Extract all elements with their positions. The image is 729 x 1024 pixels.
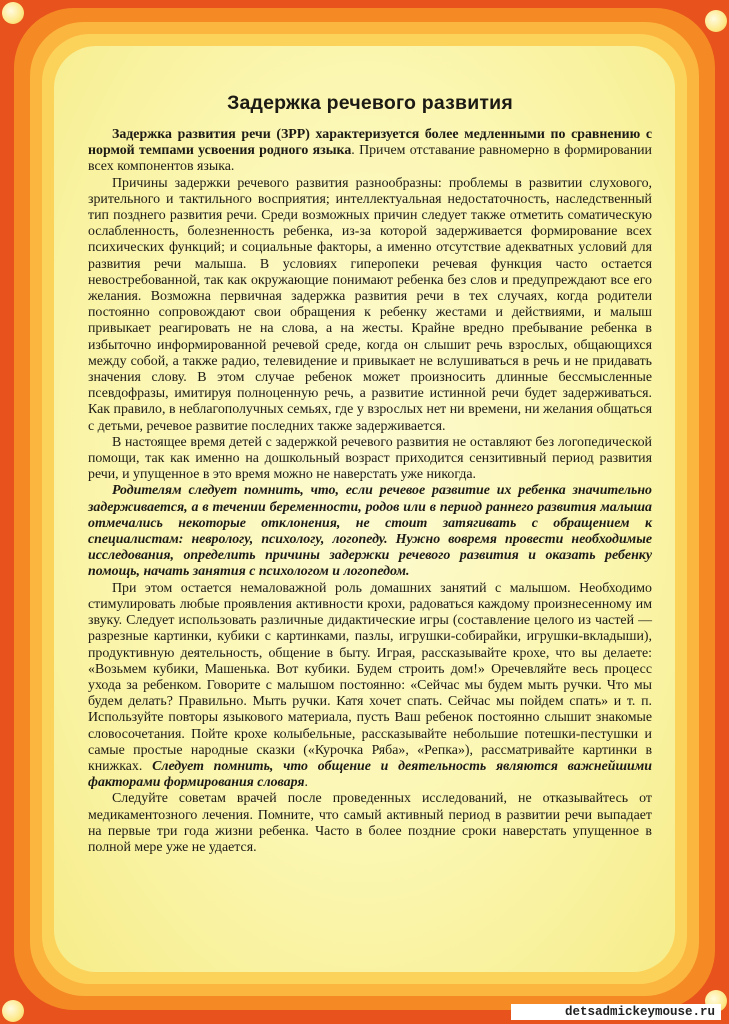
home-activities-text: При этом остается немаловажной роль домашних занятий с малышом. Необходимо стимулировать любые проявления активности крохи, радоваться каждому произнесенному им звуку. Следует использовать различные дидактические игры (составление целого из частей — разрезные картинки, кубики с картинками, пазлы, игрушки-собирайки, игрушки-вкладыши), продуктивную деятельность, общение в быту. Играя, рассказывайте крохе, что вы делаете: «Возьмем кубики, Машенька. Вот кубики. Будем строить дом!» Оречевляйте весь процесс ухода за ребенком. Говорите с малышом постоянно: «Сейчас мы будем мыть ручки. Что мы будем делать? Правильно. Мыть ручки. Катя хочет спать. Сейчас мы пойдем спать» и т. п. Используйте повторы языкового материала, пусть Ваш ребенок постоянно слышит знакомые словосочетания. Пойте крохе колыбельные, рассказывайте небольшие потешки-пестушки и самые простые народные сказки («Курочка Ряба», «Репка»), рассматривайте картинки в книжках.	[88, 580, 652, 774]
intro-rest: . Причем отставание равномерно в формировании всех компонентов языка.	[88, 143, 652, 175]
paragraph-help: В настоящее время детей с задержкой речевого развития не оставляют без логопедической помощи, так как именно на дошкольный возраст приходится сензитивный период развития речи, и упущенное в это время можно не наверстать уже никогда.	[88, 434, 652, 483]
site-watermark: detsadmickeymouse.ru	[511, 1004, 721, 1020]
corner-dot-top-left	[2, 2, 24, 24]
corner-dot-bottom-left	[2, 1000, 24, 1022]
home-activities-end: .	[304, 775, 309, 791]
article	[88, 92, 652, 962]
corner-dot-top-right	[705, 10, 727, 32]
intro-bold: Задержка развития речи (ЗРР) характеризуется более медленными по сравнению с нормой темпами усвоения родного языка	[88, 127, 652, 159]
page-title: Задержка речевого развития	[227, 92, 513, 114]
paragraph-causes: Причины задержки речевого развития разнообразны: проблемы в развитии слухового, зрительного и тактильного восприятия; интеллектуальная недостаточность, наследственный тип позднего развития речи. Среди возможных причин следует также отметить соматическую ослабленность, болезненность ребенка, из-за которой задерживается формирование всех психических функций; и социальные факторы, а именно отсутствие адекватных условий для развития речи малыша. В условиях гиперопеки речевая функция часто остается невостребованной, так как окружающие понимают ребенка без слов и предупреждают все его желания. Возможна первичная задержка развития речи в тех случаях, когда родители постоянно сопровождают свои обращения к ребенку жестами и действиями, и малыш привыкает реагировать не на слова, а на жесты. Крайне вредно пребывание ребенка в избыточно информированной речевой среде, когда он слышит речь взрослых, общающихся между собой, а также радио, телевидение и привыкает не вслушиваться в речь и не придавать значения слову. В этом случае ребенок может произносить длинные бессмысленные псевдофразы, имитируя полноценную речь, а развитие истинной речи будет задерживаться. Как правило, в неблагополучных семьях, где у взрослых нет ни времени, ни желания общаться с детьми, речевое развитие последних также задерживается.	[88, 175, 652, 434]
paragraph-intro	[88, 127, 652, 176]
paragraph-advice: Следуйте советам врачей после проведенных исследований, не отказывайтесь от медикаментозного лечения. Помните, что самый активный период в развитии речи выпадает на первые три года жизни ребенка. Часто в более поздние сроки наверстать упущенное в полной мере уже не удается.	[88, 791, 652, 855]
paragraph-home-activities	[88, 581, 652, 792]
home-activities-emphasis: Следует помнить, что общение и деятельность являются важнейшими факторами формирования словаря	[88, 758, 653, 791]
paragraph-parents-note: Родителям следует помнить, что, если речевое развитие их ребенка значительно задерживается, а в течении беременности, родов или в период раннего развития малыша отмечались некоторые отклонения, не стоит затягивать с обращением к специалистам: неврологу, психологу, логопеду. Нужно вовремя провести необходимые исследования, определить причины задержки речевого развития и оказать ребенку помощь, начать занятия с психологом и логопедом.	[88, 483, 652, 580]
